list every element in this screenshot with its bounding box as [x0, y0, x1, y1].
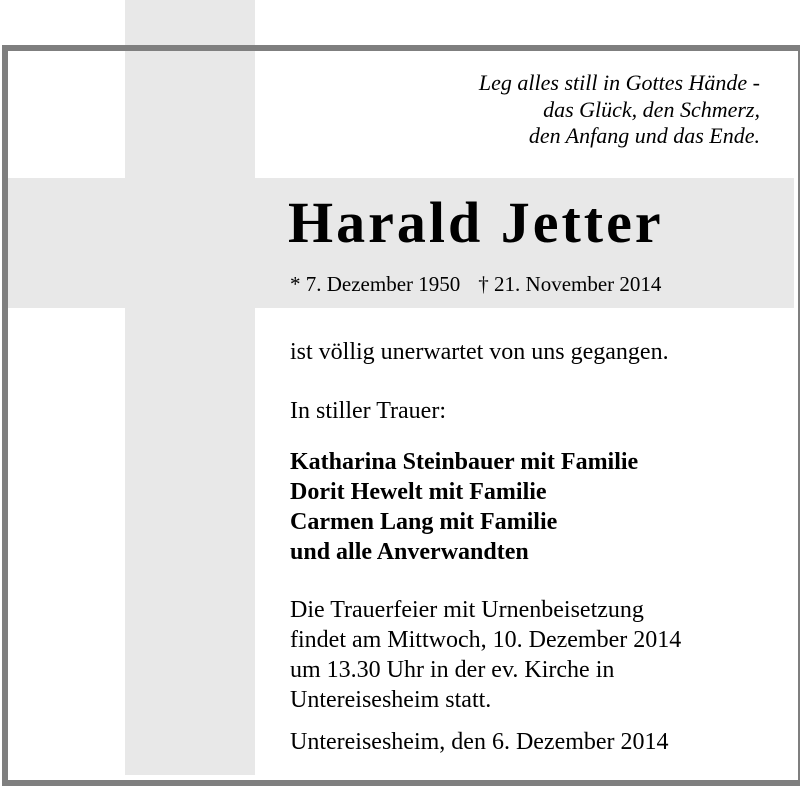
- ceremony-line: findet am Mittwoch, 10. Dezember 2014: [290, 627, 682, 653]
- intro-text: ist völlig unerwartet von uns gegangen.: [290, 339, 669, 365]
- ceremony-line: Die Trauerfeier mit Urnenbeisetzung: [290, 597, 644, 623]
- ceremony-info: [290, 595, 681, 715]
- deceased-name: Harald Jetter: [288, 190, 664, 255]
- ceremony-line: Untereisesheim statt.: [290, 687, 492, 713]
- mourner: Carmen Lang mit Familie: [290, 509, 558, 535]
- mourner: und alle Anverwandten: [290, 539, 529, 565]
- place-date: Untereisesheim, den 6. Dezember 2014: [290, 729, 669, 755]
- life-dates: [290, 271, 679, 297]
- death-date: † 21. November 2014: [478, 272, 662, 296]
- ceremony-line: um 13.30 Uhr in der ev. Kirche in: [290, 657, 615, 683]
- quote-line: den Anfang und das Ende.: [528, 123, 760, 148]
- birth-date: * 7. Dezember 1950: [290, 272, 461, 296]
- mourning-label: In stiller Trauer:: [290, 398, 446, 424]
- mourners-list: [290, 447, 638, 567]
- quote: [479, 70, 760, 150]
- mourner: Katharina Steinbauer mit Familie: [290, 449, 639, 475]
- quote-line: Leg alles still in Gottes Hände -: [478, 70, 760, 95]
- mourner: Dorit Hewelt mit Familie: [290, 479, 547, 505]
- quote-line: das Glück, den Schmerz,: [543, 96, 760, 122]
